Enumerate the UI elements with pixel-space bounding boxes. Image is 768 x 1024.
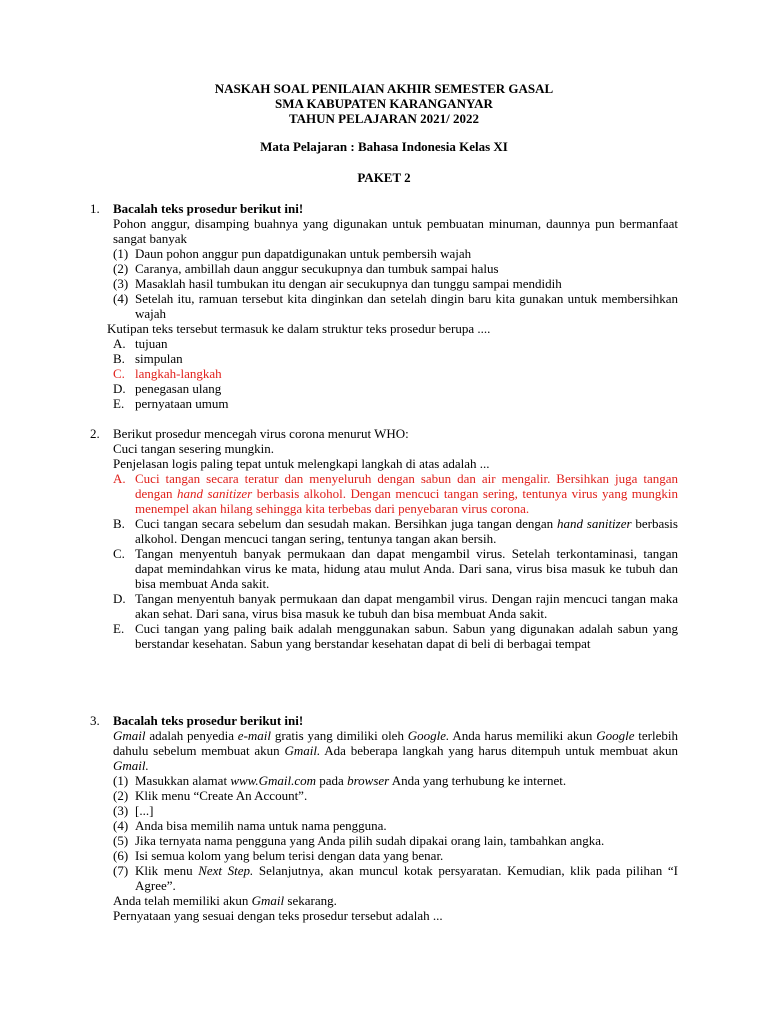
question-stem: Berikut prosedur mencegah virus corona menurut WHO: [113,426,409,441]
list-marker: (2) [113,788,129,803]
question-3 [90,713,678,923]
list-text: [...] [135,803,154,818]
option-marker: B. [113,351,125,366]
option-text: simpulan [135,351,183,366]
option-text: Cuci tangan yang paling baik adalah menggunakan sabun. Sabun yang digunakan adalah sabun yang berstandar kesehatan. Sabun yang berstandar kesehatan dapat di beli di berbagai tempat [135,621,678,651]
question-number: 2. [90,426,100,441]
list-item [113,291,678,321]
option-c [113,546,678,591]
option-text-italic: hand sanitizer [556,516,632,531]
list-text: Selanjutnya, akan muncul kotak persyaratan. Kemudian, klik pada pilihan “I Agree”. [135,863,678,893]
option-marker: B. [113,516,125,531]
option-d [113,381,678,396]
procedure-step: Cuci tangan sesering mungkin. [113,441,275,456]
option-b [113,351,678,366]
list-item [113,261,678,276]
list-text: Isi semua kolom yang belum terisi dengan data yang benar. [135,848,444,863]
option-d [113,591,678,621]
list-text: Klik menu “Create An Account”. [135,788,308,803]
italic-term: www.Gmail.com [230,773,317,788]
option-marker: C. [113,546,125,561]
list-text: Jika ternyata nama pengguna yang Anda pilih sudah dipakai orang lain, tambahkan angka. [135,833,605,848]
list-item [113,246,678,261]
question-number: 3. [90,713,100,728]
option-text: Tangan menyentuh banyak permukaan dan dapat mengambil virus. Setelah terkontaminasi, tangan dapat memindahkan virus ke mata, hidung atau mulut Anda. Dari sana, virus bisa masuk ke tubuh dan bisa membuat Anda sakit. [135,546,678,591]
list-item [113,276,678,291]
italic-term: browser [347,773,390,788]
list-text: Masaklah hasil tumbukan itu dengan air secukupnya dan tunggu sampai mendidih [135,276,562,291]
option-marker: A. [113,471,126,486]
question-instruction: Bacalah teks prosedur berikut ini! [113,201,304,216]
document-header [0,81,768,126]
passage-text: adalah penyedia [145,728,238,743]
italic-term: Next Step. [198,863,254,878]
list-text: Masukkan alamat [135,773,231,788]
option-text: pernyataan umum [135,396,229,411]
option-marker: D. [113,591,126,606]
option-marker: E. [113,396,125,411]
question-2 [90,426,678,651]
question-number: 1. [90,201,100,216]
step-list [113,773,678,893]
passage-text: Anda harus memiliki akun [449,728,597,743]
list-marker: (4) [113,818,129,833]
passage-text: Ada beberapa langkah yang harus ditempuh untuk membuat akun [320,743,678,758]
option-text-italic: hand sanitizer [177,486,253,501]
option-text: tujuan [135,336,168,351]
question-1 [90,201,678,411]
option-text: Tangan menyentuh banyak permukaan dan dapat mengambil virus. Dengan rajin mencuci tangan maka akan sehat. Dari sana, virus bisa masuk ke tubuh dan bisa membuat Anda sakit. [135,591,678,621]
option-text: berbasis alkohol. Dengan mencuci tangan sering, tentunya virus yang mungkin menempel akan hilang sehingga kita terbebas dari penyebaran virus corona. [135,486,679,516]
list-item [113,788,678,803]
italic-term: Gmail. [284,743,321,758]
passage-closing [113,893,678,908]
list-item [113,863,678,893]
option-c-answer [113,366,678,381]
list-marker: (5) [113,833,129,848]
header-school: SMA KABUPATEN KARANGANYAR [275,96,493,111]
option-e [113,396,678,411]
list-marker: (1) [113,773,129,788]
list-text: Klik menu [135,863,199,878]
option-text: penegasan ulang [135,381,222,396]
passage-text: gratis yang dimiliki oleh [271,728,408,743]
option-text: Cuci tangan secara teratur dan menyeluruh dengan sabun dan air mengalir. Bersihkan juga tangan dengan [135,471,678,501]
italic-term: e-mail [237,728,271,743]
passage-intro [113,728,678,773]
passage-intro: Pohon anggur, disamping buahnya yang digunakan untuk pembuatan minuman, daunnya pun bermanfaat sangat banyak [113,216,678,246]
header-year: TAHUN PELAJARAN 2021/ 2022 [288,111,480,126]
option-a-answer [113,471,678,516]
list-marker: (4) [113,291,129,306]
italic-term: Google. [407,728,450,743]
option-text: Cuci tangan secara sebelum dan sesudah makan. Bersihkan juga tangan dengan [135,516,557,531]
option-marker: A. [113,336,126,351]
list-item [113,833,678,848]
option-text: berbasis alkohol. Dengan mencuci tangan sering, tentunya tangan akan bersih. [135,516,678,546]
subject-line: Mata Pelajaran : Bahasa Indonesia Kelas XI [260,139,508,154]
list-text: Anda yang terhubung ke internet. [389,773,567,788]
list-text: Setelah itu, ramuan tersebut kita dinginkan dan setelah dingin baru kita gunakan untuk membersihkan wajah [135,291,678,321]
list-marker: (7) [113,863,129,878]
list-marker: (3) [113,803,129,818]
list-marker: (2) [113,261,129,276]
italic-term: Gmail. [113,758,149,773]
option-b [113,516,678,546]
option-a [113,336,678,351]
option-marker: D. [113,381,126,396]
list-text: Anda bisa memilih nama untuk nama pengguna. [135,818,387,833]
list-text: Caranya, ambillah daun anggur secukupnya dan tumbuk sampai halus [135,261,499,276]
option-e [113,621,678,651]
italic-term: Gmail [251,893,285,908]
option-marker: C. [113,366,125,381]
italic-term: Gmail [113,728,146,743]
question-stem: Kutipan teks tersebut termasuk ke dalam struktur teks prosedur berupa .... [107,321,491,336]
list-marker: (3) [113,276,129,291]
italic-term: Google [596,728,635,743]
package-label: PAKET 2 [357,170,411,185]
option-list [113,336,678,411]
list-item [113,773,678,788]
option-text: langkah-langkah [135,366,222,381]
question-stem: Pernyataan yang sesuai dengan teks prosedur tersebut adalah ... [113,908,443,923]
list-marker: (6) [113,848,129,863]
header-title: NASKAH SOAL PENILAIAN AKHIR SEMESTER GASAL [214,81,554,96]
list-item [113,818,678,833]
step-list [113,246,678,321]
list-text: Daun pohon anggur pun dapatdigunakan untuk pembersih wajah [135,246,472,261]
question-instruction: Bacalah teks prosedur berikut ini! [113,713,304,728]
list-marker: (1) [113,246,129,261]
option-list [113,471,678,651]
passage-text: terlebih dahulu sebelum membuat akun [113,728,678,758]
option-marker: E. [113,621,125,636]
list-item [113,803,678,818]
passage-text: Anda telah memiliki akun [113,893,252,908]
passage-text: sekarang. [284,893,337,908]
list-text: pada [316,773,348,788]
question-prompt: Penjelasan logis paling tepat untuk melengkapi langkah di atas adalah ... [113,456,490,471]
list-item [113,848,678,863]
